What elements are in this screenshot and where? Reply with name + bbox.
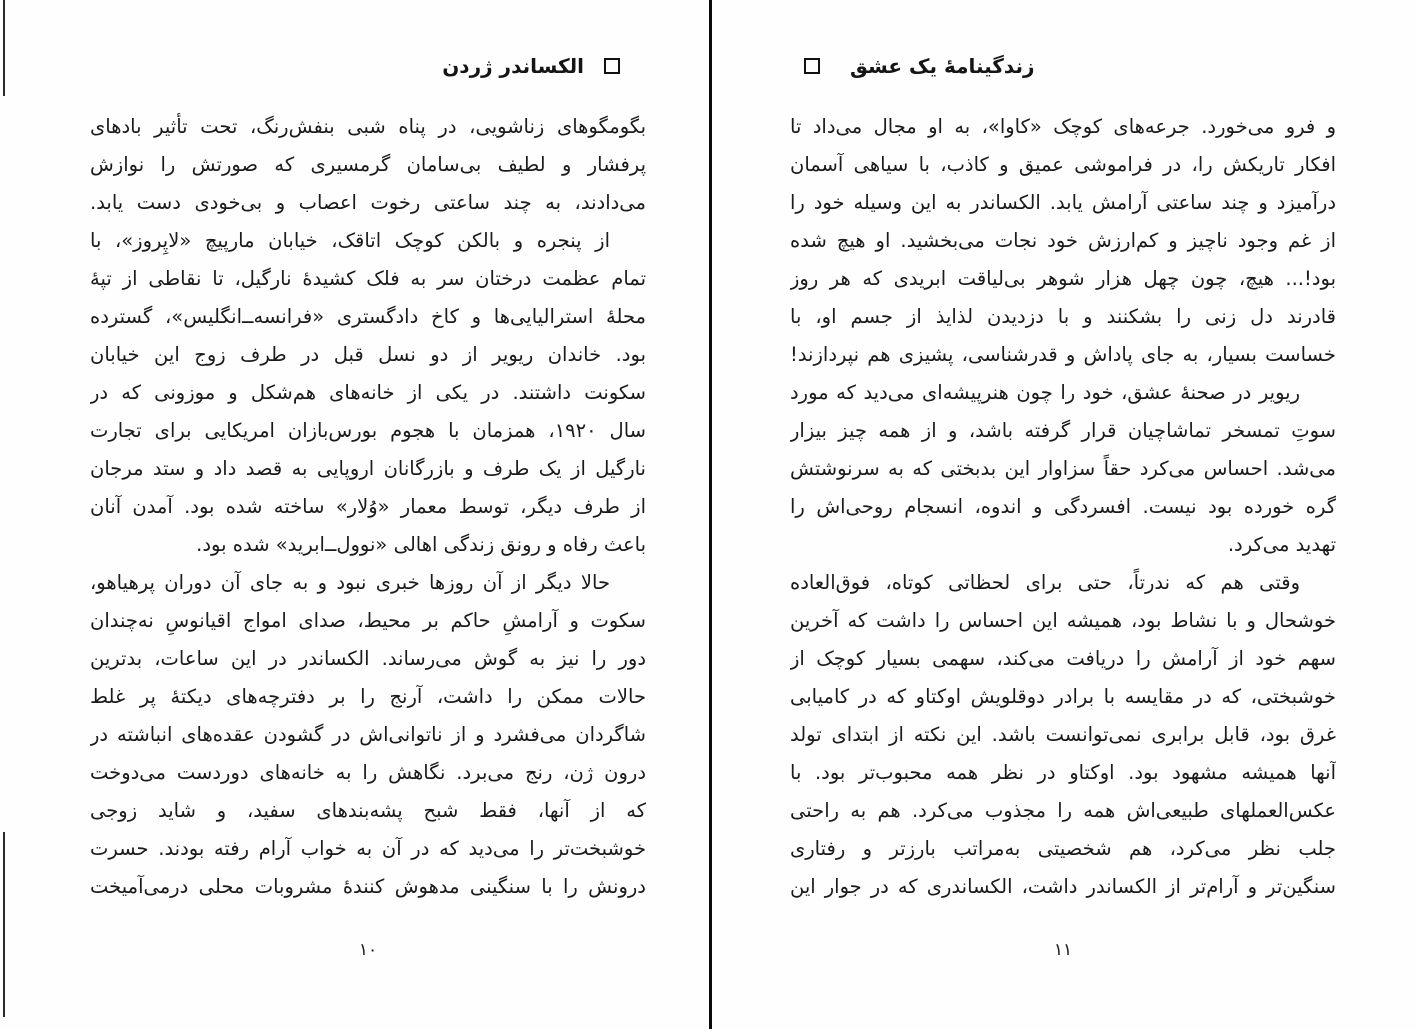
- text-line: خوشبخت‌تر را می‌دید که در آن به خواب آرام رفته بودند. حسرت: [90, 837, 646, 860]
- text-line: بود!... هیچ، چون چهل هزار شوهر بی‌لیاقت ابریدی که هر روز: [790, 267, 1336, 290]
- left-page: [90, 0, 646, 1029]
- text-line: از طرف دیگر، توسط معمار «وُلار» ساخته شده بود. آمدن آنان: [90, 495, 646, 518]
- text-line: و فرو می‌خورد. جرعه‌های کوچک «کاوا»، به او مجال می‌داد تا: [790, 115, 1336, 138]
- text-line: غرق بود، قابل برابری نمی‌توانست باشد. این نکته از ابتدای تولد: [790, 723, 1336, 746]
- text-line: می‌شد. احساس می‌کرد حقاً سزاوار این بدبختی که به سرنوشتش: [790, 457, 1336, 480]
- text-line: نارگیل از یک طرف و بازرگانان اروپایی به قصد داد و ستد مرجان: [90, 457, 646, 480]
- text-line: شاگردان می‌فشرد و از ناتوانی‌اش در گشودن عقده‌های انباشته در: [90, 723, 646, 746]
- left-header-title: الکساندر ژردن: [442, 54, 584, 78]
- text-line: سال ۱۹۲۰، همزمان با هجوم بورس‌بازان امریکایی برای تجارت: [90, 419, 646, 442]
- text-line: بگومگوهای زناشویی، در پناه شبی بنفش‌رنگ، تحت تأثیر بادهای: [90, 115, 646, 138]
- text-line: سکونت داشتند. در یکی از خانه‌های هم‌شکل و موزونی که در: [90, 381, 646, 404]
- text-line: آنها همیشه مشهود بود. اوکتاو در نظر همه محبوب‌تر بود. با: [790, 761, 1336, 784]
- text-line: تمام عظمت درختان سر به فلک کشیدهٔ نارگیل، تا نقاطی از تپهٔ: [90, 267, 646, 290]
- open-square-icon: [604, 58, 620, 74]
- text-line: گره خورده بود نیست. افسردگی و اندوه، انسجام روحی‌اش را: [790, 495, 1336, 518]
- text-line: از غم وجود ناچیز و کم‌ارزش خود نجات می‌بخشید. او هیچ شده: [790, 229, 1336, 252]
- right-header-title: زندگینامهٔ یک عشق: [850, 54, 1035, 78]
- left-page-lines: [90, 108, 646, 906]
- text-line: سکوت و آرامشِ حاکم بر محیط، صدای امواج اقیانوسِ نه‌چندان: [90, 609, 646, 632]
- text-line: سوتِ تمسخر تماشاچیان قرار گرفته باشد، و از همه چیز بیزار: [790, 419, 1336, 442]
- text-line: سنگین‌تر و آرام‌تر از الکساندر داشت، الکساندری که در جوار این: [790, 875, 1336, 898]
- left-page-number: ۱۰: [358, 940, 378, 960]
- text-line: وقتی هم که ندرتاً، حتی برای لحظاتی کوتاه، فوق‌العاده: [790, 571, 1300, 594]
- text-line: خساست بسیار، به جای پاداش و قدرشناسی، پشیزی هم نپردازند!: [790, 343, 1336, 366]
- text-line: ریویر در صحنهٔ عشق، خود را چون هنرپیشه‌ای می‌دید که مورد: [790, 381, 1300, 404]
- text-line: بود. خاندان ریویر از دو نسل قبل در طرف زوج این خیابان: [90, 343, 646, 366]
- text-line: باعث رفاه و رونق زندگی اهالی «نوول‌ــ‌ابرید» شده بود.: [196, 533, 646, 556]
- text-line: قادرند دل زنی را بشکنند و با دزدیدن لذایذ از جسم او، با: [790, 305, 1336, 328]
- open-square-icon: [804, 58, 820, 74]
- text-line: خوشبختی، که در مقایسه با برادر دوقلویش اوکتاو که در کامیابی: [790, 685, 1336, 708]
- text-line: پرفشار و لطیف بی‌سامان گرمسیری که صورتش را نوازش: [90, 153, 646, 176]
- right-running-header: [790, 50, 1336, 82]
- text-line: عکس‌العملهای طبیعی‌اش همه را مجذوب می‌کرد. هم به راحتی: [790, 799, 1336, 822]
- page-spine-divider: [709, 0, 712, 1029]
- right-page: [790, 0, 1336, 1029]
- text-line: از پنجره و بالکن کوچک اتاقک، خیابان مارپیچ «لاپِروز»، با: [90, 229, 610, 252]
- text-line: درونش را با سنگینی مدهوش کنندهٔ مشروبات محلی درمی‌آمیخت: [90, 875, 646, 898]
- text-line: محلهٔ استرالیایی‌ها و کاخ دادگستری «فرانسه‌ــ‌انگلیس»، گسترده: [90, 305, 646, 328]
- scan-edge-artifact-top: [3, 0, 5, 96]
- text-line: می‌دادند، به چند ساعتی رخوت اعصاب و بی‌خودی دست یابد.: [90, 191, 646, 214]
- text-line: که از آنها، فقط شبح پشه‌بندهای سفید، و شاید زوجی: [90, 799, 646, 822]
- scan-edge-artifact-bottom: [3, 832, 5, 1017]
- text-line: افکار تاریکش را، در فراموشی عمیق و کاذب، با سیاهی آسمان: [790, 153, 1336, 176]
- right-page-lines: [790, 108, 1336, 906]
- text-line: درون ژن، رنج می‌برد. نگاهش را به خانه‌های دوردست می‌دوخت: [90, 761, 646, 784]
- text-line: دور را نیز به گوش می‌رساند. الکساندر در این ساعات، بدترین: [90, 647, 646, 670]
- text-line: جلب نظر می‌کرد، هم شخصیتی به‌مراتب بارزتر و رفتاری: [790, 837, 1336, 860]
- left-running-header: [90, 50, 646, 82]
- right-page-number: ۱۱: [1053, 940, 1073, 960]
- text-line: درآمیزد و چند ساعتی آرامش یابد. الکساندر به این وسیله خود را: [790, 191, 1336, 214]
- text-line: تهدید می‌کرد.: [1227, 533, 1336, 556]
- text-line: حالات ممکن را داشت، آرنج را بر دفترچه‌های دیکتهٔ پر غلط: [90, 685, 646, 708]
- text-line: حالا دیگر از آن روزها خبری نبود و به جای آن دوران پرهیاهو،: [90, 571, 610, 594]
- text-line: خوشحال و با نشاط بود، همیشه این احساس را داشت که آخرین: [790, 609, 1336, 632]
- text-line: سهم خود از آرامش را دریافت می‌کند، سهمی بسیار کوچک از: [790, 647, 1336, 670]
